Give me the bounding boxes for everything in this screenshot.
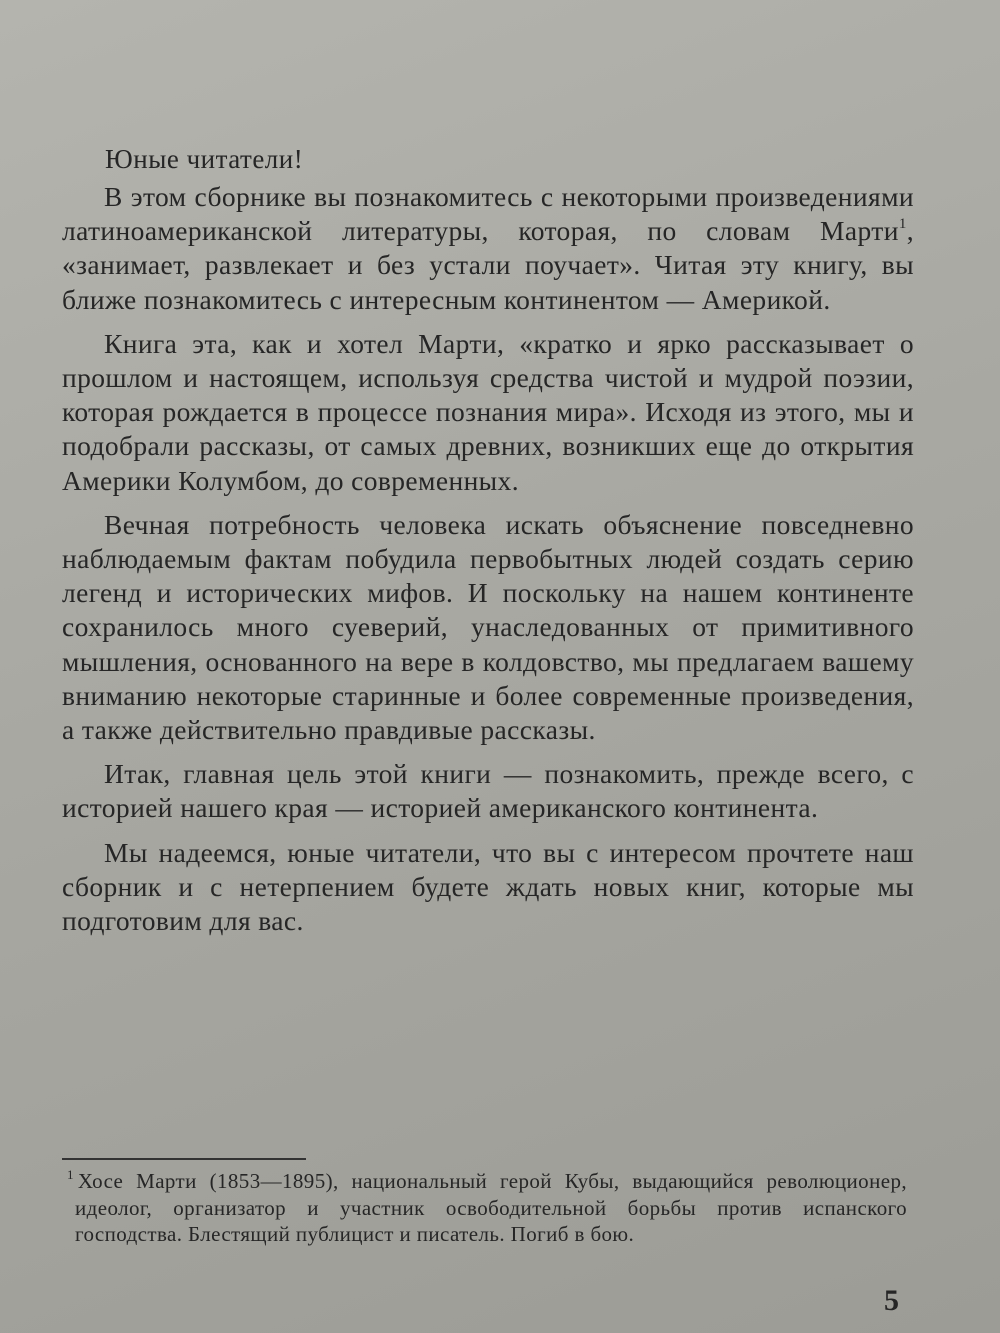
paragraph-1 xyxy=(62,180,914,317)
main-text xyxy=(62,180,914,948)
footnote-text: Хосе Марти (1853—1895), национальный герой Кубы, выдающийся революционер, идеолог, организатор и участник освободительной борьбы против испанского господства. Блестящий публицист и писатель. Погиб в бою. xyxy=(75,1169,907,1246)
paragraph-1-text-a: В этом сборнике вы познакомитесь с некоторыми произведениями латиноамериканской литературы, которая, по словам Марти xyxy=(62,181,914,247)
paragraph-5: Мы надеемся, юные читатели, что вы с интересом прочтете наш сборник и с нетерпением будете ждать новых книг, которые мы подготовим для вас. xyxy=(62,836,914,937)
paragraph-3: Вечная потребность человека искать объяснение повседневно наблюдаемым фактам побудила первобытных людей создать серию легенд и исторических мифов. И поскольку на нашем континенте сохранилось много суеверий, унаследованных от примитивного мышления, основанного на вере в колдовство, мы предлагаем вашему вниманию некоторые старинные и более современные произведения, а также действительно правдивые рассказы. xyxy=(62,508,914,746)
footnote-reference: 1 xyxy=(898,216,907,233)
footnote-marker: 1 xyxy=(67,1167,74,1182)
footnote xyxy=(67,1167,907,1248)
paragraph-4: Итак, главная цель этой книги — познакомить, прежде всего, с историей нашего края — историей американского континента. xyxy=(62,758,914,824)
page-number: 5 xyxy=(884,1284,899,1317)
paragraph-1-text-b: , «занимает, развлекает и без устали поучает». Читая эту книгу, вы ближе познакомитесь с интересным континентом — Америкой. xyxy=(62,215,914,315)
footnote-divider xyxy=(62,1158,306,1160)
paragraph-2: Книга эта, как и хотел Марти, «кратко и ярко рассказывает о прошлом и настоящем, используя средства чистой и мудрой поэзии, которая рождается в процессе познания мира». Исходя из этого, мы и подобрали рассказы, от самых древних, возникших еще до открытия Америки Колумбом, до современных. xyxy=(62,327,914,496)
greeting-heading: Юные читатели! xyxy=(105,144,304,174)
